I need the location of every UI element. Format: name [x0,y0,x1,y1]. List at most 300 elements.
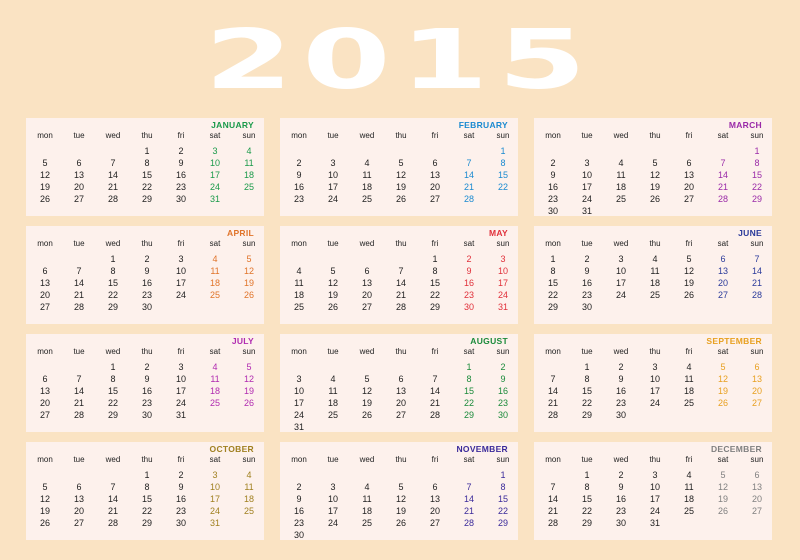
day-cell: 22 [497,506,508,516]
weekday-label: sun [242,239,256,248]
day-cell: 25 [361,518,372,528]
weekday-label: wed [105,347,121,356]
day-cell: 2 [500,362,506,372]
month-june [534,226,772,324]
month-april [26,226,264,324]
day-cell: 25 [361,194,372,204]
day-cell: 13 [751,482,762,492]
day-cell: 9 [178,482,184,492]
day-cell: 5 [364,374,370,384]
day-cell: 21 [107,182,118,192]
day-cell: 31 [649,518,660,528]
day-cell: 15 [429,278,440,288]
day-cell: 9 [296,494,302,504]
month-name: NOVEMBER [456,444,508,454]
day-cell: 2 [466,254,472,264]
day-cell: 30 [547,206,558,216]
day-cell: 1 [500,146,506,156]
day-cell: 11 [684,374,694,384]
day-cell: 10 [649,374,660,384]
weekday-label: thu [141,131,153,140]
day-cell: 26 [39,194,50,204]
day-cell: 19 [395,506,406,516]
weekday-label: mon [37,131,53,140]
day-cell: 19 [243,278,254,288]
day-cell: 19 [327,290,338,300]
day-cell: 14 [547,386,558,396]
day-cell: 14 [547,494,558,504]
weekday-label: tue [73,131,85,140]
day-cell: 9 [500,374,506,384]
month-september [534,334,772,432]
weekday-label: tue [327,455,339,464]
weekday-header [26,131,264,141]
day-cell: 3 [618,254,624,264]
day-cell: 25 [615,194,626,204]
day-cell: 26 [243,398,254,408]
day-cell: 23 [175,182,186,192]
weekday-label: mon [291,455,307,464]
day-cell: 26 [327,302,338,312]
day-cell: 12 [39,494,50,504]
weekday-label: sun [496,131,510,140]
weekday-label: tue [327,239,339,248]
day-cell: 2 [296,482,302,492]
month-may [280,226,518,324]
day-cell: 11 [210,266,220,276]
day-cell: 18 [361,182,372,192]
day-cell: 15 [497,170,508,180]
day-cell: 25 [209,290,220,300]
day-cell: 6 [720,254,726,264]
day-cell: 6 [686,158,692,168]
weekday-label: wed [359,347,375,356]
weekday-label: sat [717,239,729,248]
month-january [26,118,264,216]
day-cell: 14 [73,278,84,288]
day-cell: 26 [649,194,660,204]
weekday-label: tue [73,455,85,464]
weekday-label: thu [649,455,661,464]
day-cell: 17 [615,278,626,288]
day-cell: 20 [395,398,406,408]
day-cell: 24 [497,290,508,300]
day-cell: 20 [429,182,440,192]
day-cell: 1 [754,146,760,156]
day-cell: 4 [296,266,302,276]
day-cell: 23 [141,398,152,408]
day-cell: 9 [178,158,184,168]
day-cell: 20 [717,278,728,288]
day-cell: 1 [500,470,506,480]
day-cell: 18 [327,398,338,408]
day-cell: 14 [395,278,406,288]
day-cell: 20 [429,506,440,516]
weekday-label: thu [141,239,153,248]
month-october [26,442,264,540]
day-cell: 21 [717,182,728,192]
day-cell: 22 [463,398,474,408]
day-cell: 20 [751,494,762,504]
day-cell: 12 [39,170,50,180]
day-cell: 7 [398,266,404,276]
day-cell: 7 [754,254,760,264]
day-cell: 11 [650,266,660,276]
day-cell: 8 [144,158,150,168]
day-cell: 22 [581,506,592,516]
day-cell: 31 [209,194,220,204]
day-cell: 28 [547,410,558,420]
day-cell: 18 [293,290,304,300]
day-cell: 9 [466,266,472,276]
day-cell: 5 [720,470,726,480]
day-cell: 23 [463,290,474,300]
day-cell: 12 [717,374,728,384]
day-cell: 30 [615,410,626,420]
day-cell: 29 [751,194,762,204]
day-cell: 27 [429,518,440,528]
weekday-header [534,455,772,465]
day-cell: 31 [581,206,592,216]
day-cell: 15 [141,494,152,504]
month-name: MARCH [728,120,762,130]
weekday-label: tue [581,131,593,140]
day-cell: 30 [463,302,474,312]
day-cell: 20 [751,386,762,396]
day-cell: 6 [754,470,760,480]
day-cell: 24 [209,506,220,516]
day-cell: 16 [293,182,304,192]
day-cell: 20 [73,182,84,192]
day-cell: 13 [73,170,84,180]
day-cell: 9 [144,266,150,276]
day-cell: 26 [683,290,694,300]
day-cell: 10 [327,494,338,504]
day-cell: 27 [429,194,440,204]
day-cell: 15 [581,494,592,504]
day-cell: 5 [330,266,336,276]
day-cell: 4 [652,254,658,264]
day-cell: 16 [141,278,152,288]
day-cell: 19 [649,182,660,192]
day-cell: 30 [175,194,186,204]
day-cell: 9 [144,374,150,384]
day-cell: 23 [497,398,508,408]
day-cell: 7 [550,482,556,492]
day-cell: 28 [107,194,118,204]
day-cell: 16 [175,170,186,180]
day-cell: 12 [717,482,728,492]
weekday-label: tue [581,455,593,464]
day-cell: 15 [497,494,508,504]
day-cell: 20 [361,290,372,300]
day-cell: 13 [73,494,84,504]
day-cell: 15 [463,386,474,396]
day-cell: 15 [547,278,558,288]
weekday-label: thu [141,455,153,464]
weekday-label: thu [649,347,661,356]
day-cell: 29 [497,518,508,528]
day-cell: 21 [395,290,406,300]
day-cell: 25 [243,182,254,192]
day-cell: 23 [615,398,626,408]
day-cell: 7 [76,374,82,384]
weekday-label: thu [395,455,407,464]
day-cell: 21 [107,506,118,516]
day-cell: 8 [466,374,472,384]
weekday-label: sat [463,239,475,248]
day-cell: 10 [327,170,338,180]
weekday-label: sat [463,131,475,140]
day-cell: 13 [683,170,694,180]
day-cell: 21 [73,398,84,408]
day-cell: 19 [683,278,694,288]
day-cell: 18 [649,278,660,288]
day-cell: 16 [615,386,626,396]
weekday-label: wed [613,131,629,140]
day-cell: 27 [73,518,84,528]
day-cell: 15 [107,278,118,288]
day-cell: 23 [615,506,626,516]
weekday-label: fri [685,347,693,356]
day-cell: 21 [547,506,558,516]
weekday-label: sun [242,347,256,356]
day-cell: 2 [144,362,150,372]
weekday-label: fri [685,455,693,464]
day-cell: 18 [209,386,220,396]
weekday-label: fri [177,239,185,248]
weekday-header [26,347,264,357]
day-cell: 4 [246,470,252,480]
day-cell: 11 [362,494,372,504]
day-cell: 17 [175,386,186,396]
weekday-label: tue [327,131,339,140]
day-cell: 3 [584,158,590,168]
day-cell: 22 [581,398,592,408]
day-cell: 26 [395,518,406,528]
weekday-label: thu [395,239,407,248]
day-cell: 29 [547,302,558,312]
day-cell: 12 [361,386,372,396]
day-cell: 10 [615,266,626,276]
day-cell: 7 [110,482,116,492]
day-cell: 12 [395,494,406,504]
day-cell: 21 [463,182,474,192]
day-cell: 13 [429,494,440,504]
day-cell: 27 [39,302,50,312]
day-cell: 29 [141,194,152,204]
day-cell: 3 [500,254,506,264]
day-cell: 28 [751,290,762,300]
day-cell: 24 [175,398,186,408]
day-cell: 21 [463,506,474,516]
day-cell: 13 [429,170,440,180]
weekday-label: mon [37,347,53,356]
day-cell: 8 [432,266,438,276]
day-cell: 6 [76,158,82,168]
month-name: JANUARY [211,120,254,130]
day-cell: 26 [395,194,406,204]
day-cell: 4 [212,362,218,372]
day-cell: 28 [107,518,118,528]
weekday-label: wed [359,455,375,464]
day-cell: 16 [175,494,186,504]
weekday-label: fri [431,347,439,356]
weekday-label: sat [717,347,729,356]
day-cell: 14 [73,386,84,396]
day-cell: 8 [110,374,116,384]
day-cell: 10 [581,170,592,180]
weekday-label: tue [581,347,593,356]
month-august [280,334,518,432]
day-cell: 25 [243,506,254,516]
day-cell: 12 [683,266,694,276]
day-cell: 16 [615,494,626,504]
month-name: SEPTEMBER [706,336,762,346]
weekday-label: thu [649,131,661,140]
day-cell: 13 [361,278,372,288]
day-cell: 14 [107,494,118,504]
day-cell: 27 [683,194,694,204]
day-cell: 23 [175,506,186,516]
day-cell: 23 [581,290,592,300]
day-cell: 8 [550,266,556,276]
weekday-header [26,455,264,465]
day-cell: 12 [395,170,406,180]
day-cell: 30 [293,530,304,540]
weekday-label: wed [613,239,629,248]
day-cell: 16 [293,506,304,516]
day-cell: 1 [110,362,116,372]
day-cell: 24 [581,194,592,204]
day-cell: 1 [110,254,116,264]
day-cell: 10 [209,482,220,492]
day-cell: 18 [683,494,694,504]
day-cell: 18 [615,182,626,192]
day-cell: 6 [364,266,370,276]
day-cell: 28 [395,302,406,312]
month-december [534,442,772,540]
weekday-header [534,131,772,141]
day-cell: 13 [717,266,728,276]
day-cell: 8 [500,158,506,168]
day-cell: 5 [686,254,692,264]
day-cell: 9 [618,482,624,492]
weekday-label: mon [545,455,561,464]
day-cell: 12 [243,266,254,276]
day-cell: 6 [76,482,82,492]
day-cell: 17 [175,278,186,288]
day-cell: 29 [581,410,592,420]
day-cell: 3 [652,362,658,372]
day-cell: 9 [618,374,624,384]
day-cell: 22 [141,182,152,192]
day-cell: 1 [550,254,556,264]
day-cell: 29 [581,518,592,528]
weekday-label: sun [496,239,510,248]
weekday-label: thu [649,239,661,248]
day-cell: 9 [584,266,590,276]
day-cell: 24 [649,506,660,516]
day-cell: 17 [497,278,508,288]
day-cell: 5 [398,482,404,492]
day-cell: 21 [73,290,84,300]
weekday-label: fri [685,131,693,140]
day-cell: 8 [584,482,590,492]
day-cell: 22 [751,182,762,192]
day-cell: 5 [398,158,404,168]
day-cell: 29 [141,518,152,528]
month-name: APRIL [227,228,254,238]
day-cell: 11 [328,386,338,396]
day-cell: 4 [212,254,218,264]
weekday-label: fri [431,455,439,464]
weekday-header [280,131,518,141]
day-cell: 15 [141,170,152,180]
month-name: OCTOBER [209,444,254,454]
day-cell: 16 [463,278,474,288]
day-cell: 3 [296,374,302,384]
day-cell: 29 [107,410,118,420]
day-cell: 27 [361,302,372,312]
day-cell: 8 [110,266,116,276]
weekday-label: mon [545,239,561,248]
day-cell: 12 [243,374,254,384]
weekday-label: wed [359,131,375,140]
month-name: FEBRUARY [458,120,508,130]
day-cell: 10 [497,266,508,276]
day-cell: 6 [398,374,404,384]
day-cell: 17 [209,170,220,180]
weekday-label: sat [463,347,475,356]
day-cell: 21 [547,398,558,408]
day-cell: 31 [497,302,508,312]
day-cell: 11 [244,482,254,492]
weekday-label: sat [209,239,221,248]
day-cell: 11 [684,482,694,492]
weekday-label: sun [750,239,764,248]
day-cell: 29 [429,302,440,312]
day-cell: 5 [720,362,726,372]
weekday-label: wed [105,131,121,140]
day-cell: 2 [618,470,624,480]
weekday-label: thu [395,347,407,356]
year-title: 2015 [204,13,596,108]
day-cell: 27 [73,194,84,204]
weekday-label: tue [327,347,339,356]
day-cell: 28 [717,194,728,204]
day-cell: 2 [296,158,302,168]
day-cell: 14 [717,170,728,180]
day-cell: 14 [463,494,474,504]
day-cell: 2 [178,146,184,156]
day-cell: 25 [327,410,338,420]
day-cell: 28 [547,518,558,528]
month-name: DECEMBER [710,444,762,454]
weekday-label: sat [209,455,221,464]
day-cell: 18 [361,506,372,516]
day-cell: 30 [175,518,186,528]
day-cell: 15 [581,386,592,396]
day-cell: 2 [144,254,150,264]
day-cell: 27 [717,290,728,300]
day-cell: 22 [497,182,508,192]
day-cell: 8 [584,374,590,384]
day-cell: 11 [616,170,626,180]
day-cell: 25 [649,290,660,300]
day-cell: 4 [686,470,692,480]
day-cell: 20 [39,398,50,408]
